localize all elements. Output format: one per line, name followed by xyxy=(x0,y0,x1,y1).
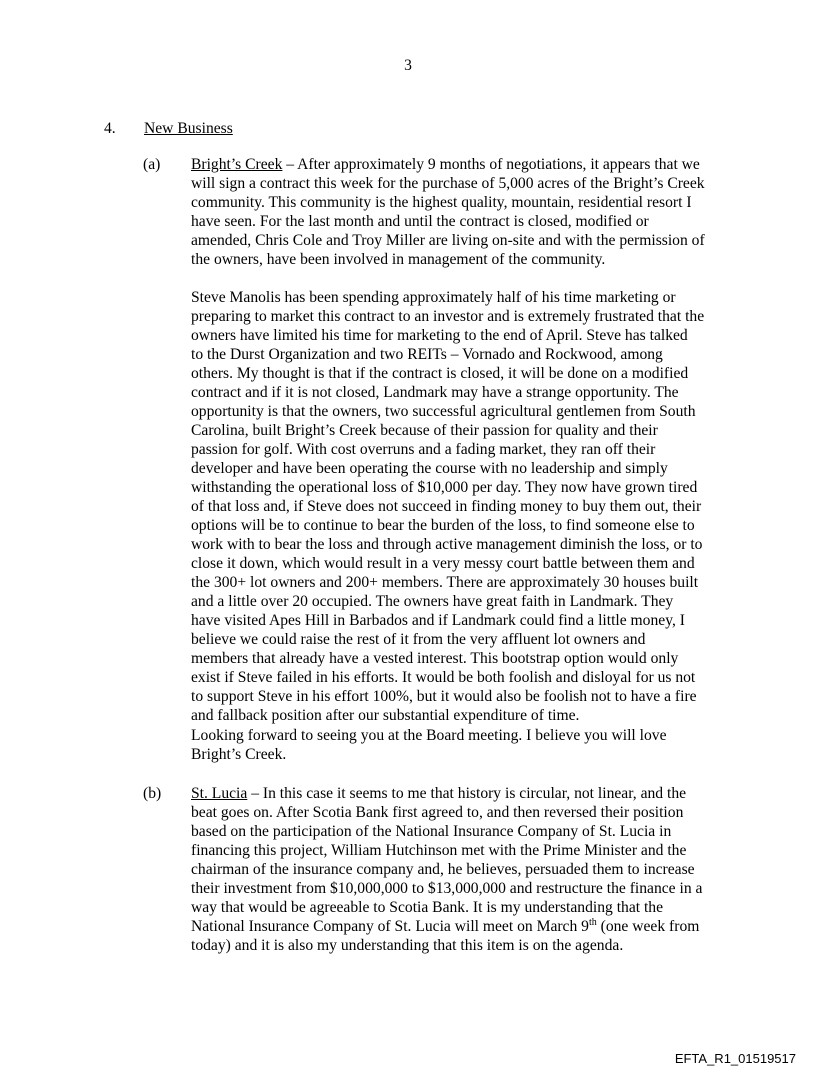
paragraph-line: the 300+ lot owners and 200+ members. There are approximately 30 houses built xyxy=(191,574,699,591)
paragraph-line: to the Durst Organization and two REITs – Vornado and Rockwood, among xyxy=(191,346,663,363)
paragraph-line: of that loss and, if Steve does not succeed in finding money to buy them out, their xyxy=(191,498,702,515)
paragraph-line: community. This community is the highest quality, mountain, residential resort I xyxy=(191,194,692,211)
paragraph-line: and fallback position after our substantial expenditure of time. xyxy=(191,707,580,724)
paragraph-line: members that already have a vested interest. This bootstrap option would only xyxy=(191,650,679,667)
item-a-paragraph-1 xyxy=(191,155,731,269)
item-b-heading: St. Lucia xyxy=(191,785,248,802)
paragraph-line: to support Steve in his effort 100%, but it would also be foolish not to have a fire xyxy=(191,688,697,705)
paragraph-line-text: National Insurance Company of St. Lucia will meet on March 9 xyxy=(191,918,589,935)
paragraph-line: will sign a contract this week for the purchase of 5,000 acres of the Bright’s Creek xyxy=(191,175,705,192)
item-a-paragraph-3 xyxy=(191,726,731,764)
paragraph-line: believe we could raise the rest of it from the very affluent lot owners and xyxy=(191,631,646,648)
paragraph-line: Carolina, built Bright’s Creek because of their passion for quality and their xyxy=(191,422,658,439)
item-b-label: (b) xyxy=(143,785,162,802)
paragraph-line: financing this project, William Hutchinson met with the Prime Minister and the xyxy=(191,842,687,859)
paragraph-line: their investment from $10,000,000 to $13,000,000 and restructure the finance in a xyxy=(191,880,703,897)
paragraph-line: today) and it is also my understanding that this item is on the agenda. xyxy=(191,937,624,954)
paragraph-line: have seen. For the last month and until the contract is closed, modified or xyxy=(191,213,649,230)
paragraph-line: based on the participation of the National Insurance Company of St. Lucia in xyxy=(191,823,672,840)
paragraph-line: withstanding the operational loss of $10,000 per day. They now have grown tired xyxy=(191,479,698,496)
section-title: New Business xyxy=(144,120,233,137)
paragraph-line: Bright’s Creek. xyxy=(191,746,287,763)
paragraph-line: have visited Apes Hill in Barbados and if Landmark could find a little money, I xyxy=(191,612,685,629)
paragraph-line: and a little over 20 occupied. The owners have great faith in Landmark. They xyxy=(191,593,674,610)
paragraph-line-text: (one week from xyxy=(596,918,700,935)
paragraph-line: beat goes on. After Scotia Bank first agreed to, and then reversed their position xyxy=(191,804,684,821)
paragraph-line: opportunity is that the owners, two successful agricultural gentlemen from South xyxy=(191,403,696,420)
paragraph-line: contract and if it is not closed, Landmark may have a strange opportunity. The xyxy=(191,384,679,401)
document-id-footer: EFTA_R1_01519517 xyxy=(674,1051,796,1066)
paragraph-line: amended, Chris Cole and Troy Miller are living on-site and with the permission of xyxy=(191,232,705,249)
paragraph-line: way that would be agreeable to Scotia Bank. It is my understanding that the xyxy=(191,899,664,916)
paragraph-line: close it down, which would result in a very messy court battle between them and xyxy=(191,555,695,572)
section-number: 4. xyxy=(104,120,116,137)
paragraph-line: preparing to market this contract to an investor and is extremely frustrated that the xyxy=(191,308,705,325)
paragraph-line-text: – After approximately 9 months of negotiations, it appears that we xyxy=(282,156,700,173)
paragraph-line: the owners, have been involved in management of the community. xyxy=(191,251,606,268)
item-a-heading: Bright’s Creek xyxy=(191,156,283,173)
paragraph-line: Looking forward to seeing you at the Board meeting. I believe you will love xyxy=(191,727,667,744)
item-a-paragraph-2 xyxy=(191,288,731,725)
paragraph-line: options will be to continue to bear the burden of the loss, to find someone else to xyxy=(191,517,695,534)
paragraph-line: Steve Manolis has been spending approximately half of his time marketing or xyxy=(191,289,676,306)
item-b-paragraph-1 xyxy=(191,784,731,955)
paragraph-line: passion for golf. With cost overruns and a fading market, they ran off their xyxy=(191,441,656,458)
paragraph-line: chairman of the insurance company and, he believes, persuaded them to increase xyxy=(191,861,695,878)
paragraph-line-text: – In this case it seems to me that history is circular, not linear, and the xyxy=(247,785,687,802)
paragraph-line xyxy=(191,155,731,174)
item-a-label: (a) xyxy=(143,156,161,173)
page-number: 3 xyxy=(404,57,412,74)
paragraph-line: owners have limited his time for marketing to the end of April. Steve has talked xyxy=(191,327,688,344)
ordinal-superscript: th xyxy=(588,917,597,928)
paragraph-line: others. My thought is that if the contract is closed, it will be done on a modified xyxy=(191,365,689,382)
paragraph-line: work with to bear the loss and through active management diminish the loss, or to xyxy=(191,536,703,553)
paragraph-line: exist if Steve failed in his efforts. It would be both foolish and disloyal for us not xyxy=(191,669,696,686)
paragraph-line: developer and have been operating the course with no leadership and simply xyxy=(191,460,668,477)
paragraph-line xyxy=(191,917,731,936)
paragraph-line xyxy=(191,784,731,803)
